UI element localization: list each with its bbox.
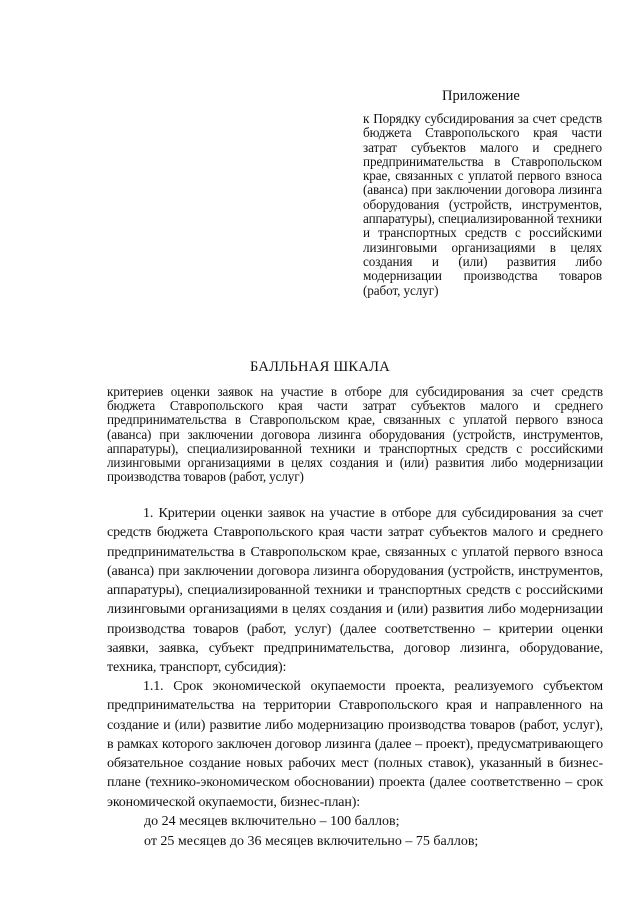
scale-title: БАЛЛЬНАЯ ШКАЛА (249, 359, 391, 375)
score-line: от 25 месяцев до 36 месяцев включительно – 75 баллов; (144, 834, 479, 849)
score-line: до 24 месяцев включительно – 100 баллов; (144, 814, 400, 829)
appendix-title: Приложение (442, 88, 520, 104)
criteria-paragraph: 1. Критерии оценки заявок на участие в отборе для субсидирования за счет средств бюджета Ставропольского края части затрат субъектов малого и среднего предпринимательства в Ставропольском крае, связанных с уплатой первого взноса (аванса) при заключении договора лизинга оборудования (устройств, инструментов, аппаратуры), специализированной техники и транспортных средств с российскими лизинговыми организациями в целях создания и (или) развития либо модернизации производства товаров (работ, услуг) (далее соответственно – критерии оценки заявки, заявка, субъект предпринимательства, договор лизинга, оборудование, техника, транспорт, субсидия): (107, 506, 603, 676)
payback-paragraph: 1.1. Срок экономической окупаемости проекта, реализуемого субъектом предпринимательства на территории Ставропольского края и направленного на создание и (или) развитие либо модернизацию производства товаров (работ, услуг), в рамках которого заключен договор лизинга (далее – проект), предусматривающего обязательное создание новых рабочих мест (полных ставок), указанный в бизнес-плане (технико-экономическом обосновании) проекта (далее соответственно – срок экономической окупаемости, бизнес-план): (107, 679, 603, 810)
appendix-description: к Порядку субсидирования за счет средств бюджета Ставропольского края части затрат субъектов малого и среднего предпринимательства в Ставропольском крае, связанных с уплатой первого взноса (аванса) при заключении договора лизинга оборудования (устройств, инструментов, аппаратуры), специализированной техники и транспортных средств с российскими лизинговыми организациями в целях создания и (или) развития либо модернизации производства товаров (работ, услуг) (363, 111, 602, 298)
scale-subtitle: критериев оценки заявок на участие в отборе для субсидирования за счет средств бюджета Ставропольского края части затрат субъектов малого и среднего предпринимательства в Ставропольском крае, связанных с уплатой первого взноса (аванса) при заключении договора лизинга оборудования (устройств, инструментов, аппаратуры), специализированной техники и транспортных средств с российскими лизинговыми организациями в целях создания и (или) развития либо модернизации производства товаров (работ, услуг) (107, 384, 603, 485)
